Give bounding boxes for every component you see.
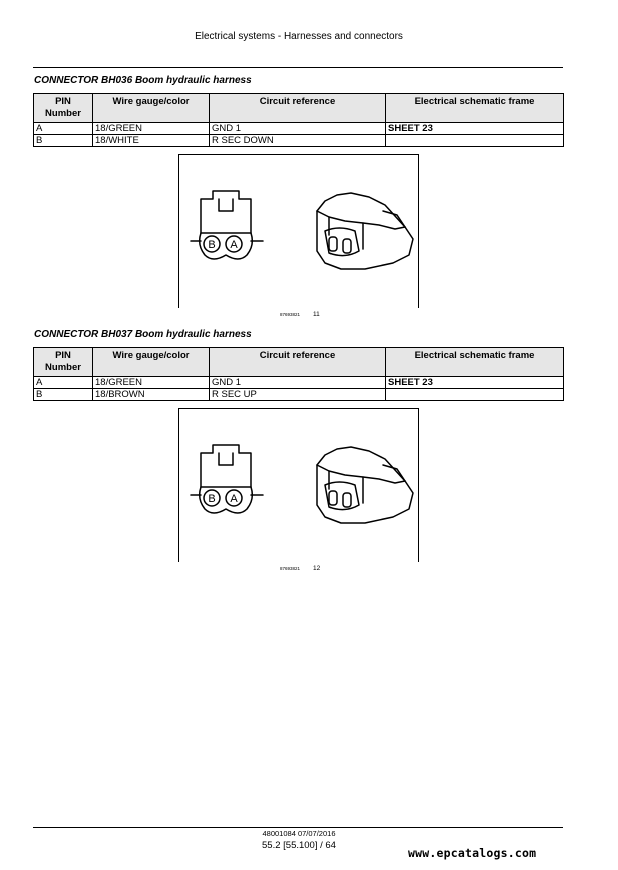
circuit-cell: GND 1 [210, 123, 386, 135]
column-header-circuit: Circuit reference [210, 94, 386, 123]
connector-figure [178, 408, 419, 572]
column-header-wire: Wire gauge/color [93, 348, 210, 377]
connector-title: CONNECTOR BH037 Boom hydraulic harness [34, 329, 252, 340]
connector-figure [178, 154, 419, 318]
connector-iso-lock [383, 465, 405, 481]
pin-cell: B [34, 135, 93, 147]
wire-cell: 18/BROWN [93, 389, 210, 401]
pin-cell: A [34, 123, 93, 135]
page-header-title: Electrical systems - Harnesses and connectors [195, 31, 403, 42]
wire-cell: 18/WHITE [93, 135, 210, 147]
column-header-frame: Electrical schematic frame [386, 348, 564, 377]
connector-iso-lock [383, 211, 405, 227]
circuit-cell: R SEC DOWN [210, 135, 386, 147]
figure-number: 11 [313, 311, 320, 318]
connector-face-body [201, 191, 251, 233]
figure-code: 87693821 [280, 312, 301, 317]
pin-label-a: A [230, 493, 238, 505]
pin-label-b: B [208, 493, 216, 505]
frame-cell: SHEET 23 [386, 377, 564, 389]
footer-rule [33, 827, 563, 828]
frame-cell [386, 135, 564, 147]
watermark-link[interactable]: www.epcatalogs.com [408, 846, 537, 860]
pin-label-a: A [230, 239, 238, 251]
connector-iso-body [317, 447, 413, 523]
footer-doc-info: 48001084 07/07/2016 [262, 829, 336, 838]
column-header-circuit: Circuit reference [210, 348, 386, 377]
connector-latch [219, 453, 233, 465]
column-header-pin: PIN Number [34, 94, 93, 123]
connector-face-body [201, 445, 251, 487]
column-header-pin: PIN Number [34, 348, 93, 377]
circuit-cell: R SEC UP [210, 389, 386, 401]
circuit-cell: GND 1 [210, 377, 386, 389]
table-header-row [34, 348, 564, 377]
connector-latch [219, 199, 233, 211]
frame-cell [386, 389, 564, 401]
figure-code: 87693821 [280, 566, 301, 571]
pin-label-b: B [208, 239, 216, 251]
connector-drawing [179, 155, 418, 308]
header-rule [33, 67, 563, 68]
table-row [34, 135, 564, 147]
connector-iso-opening [325, 482, 359, 510]
footer-page-ref: 55.2 [55.100] / 64 [262, 840, 336, 851]
connector-iso-cavity-2 [343, 493, 351, 507]
connector-iso-opening [325, 228, 359, 256]
pin-cell: A [34, 377, 93, 389]
column-header-wire: Wire gauge/color [93, 94, 210, 123]
connector-iso-cavity-1 [329, 237, 337, 251]
connector-iso-cavity-1 [329, 491, 337, 505]
frame-cell: SHEET 23 [386, 123, 564, 135]
wire-cell: 18/GREEN [93, 377, 210, 389]
table-row [34, 389, 564, 401]
connector-table [33, 347, 564, 401]
table-header-row [34, 94, 564, 123]
connector-title: CONNECTOR BH036 Boom hydraulic harness [34, 75, 252, 86]
connector-iso-body [317, 193, 413, 269]
column-header-frame: Electrical schematic frame [386, 94, 564, 123]
pin-cell: B [34, 389, 93, 401]
table-row [34, 377, 564, 389]
connector-table [33, 93, 564, 147]
connector-drawing [179, 409, 418, 562]
wire-cell: 18/GREEN [93, 123, 210, 135]
connector-iso-cavity-2 [343, 239, 351, 253]
figure-number: 12 [313, 565, 321, 572]
table-row [34, 123, 564, 135]
